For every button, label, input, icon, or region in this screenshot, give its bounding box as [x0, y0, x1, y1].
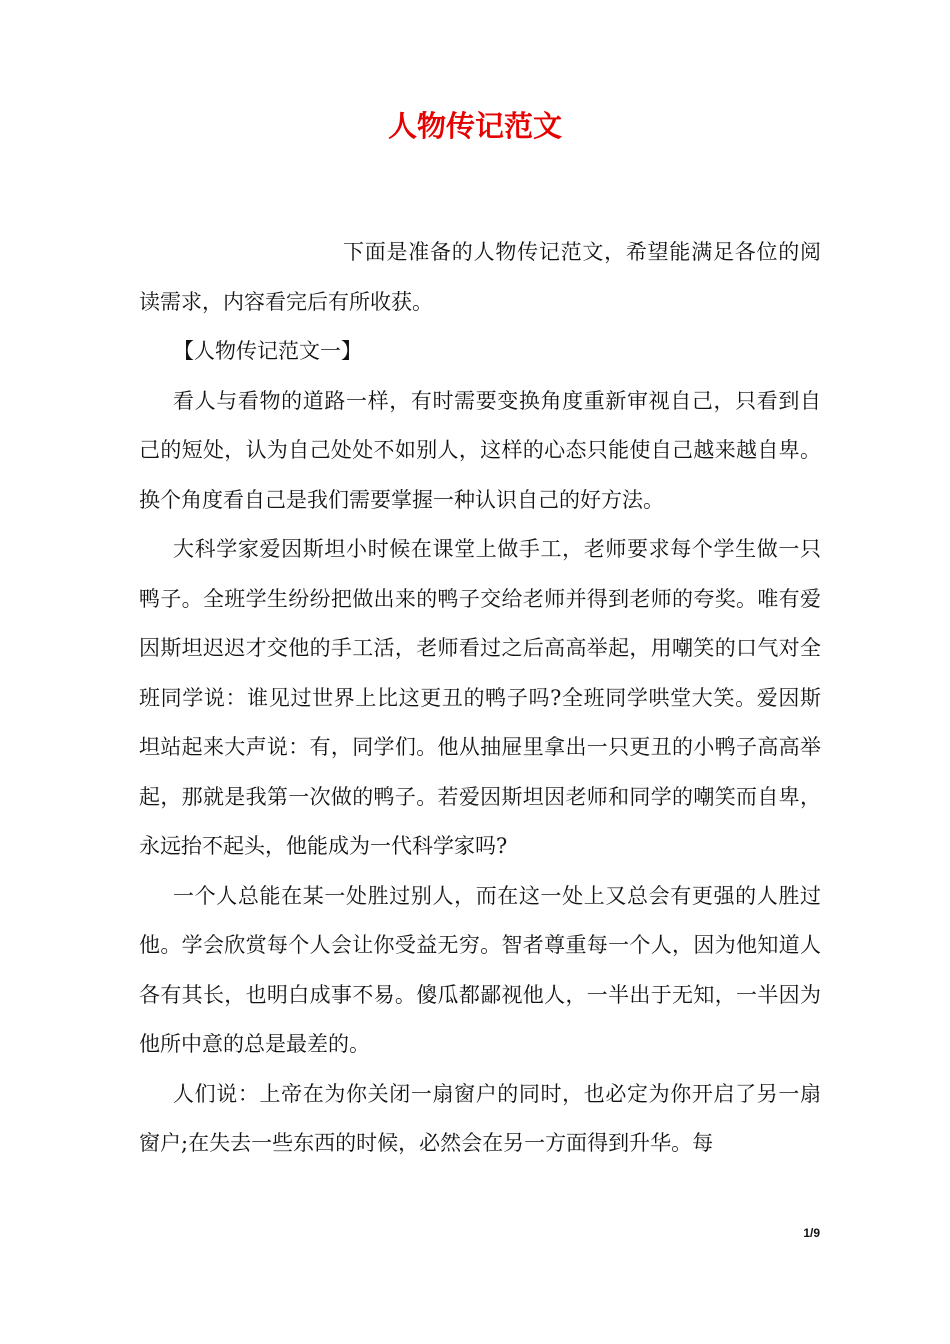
document-body: [139, 228, 821, 1169]
section-heading: 【人物传记范文一】: [173, 339, 362, 363]
body-paragraph: 看人与看物的道路一样，有时需要变换角度重新审视自己，只看到自己的短处，认为自己处处不如别人，这样的心态只能使自己越来越自卑。换个角度看自己是我们需要掌握一种认识自己的好方法。: [139, 388, 821, 512]
body-paragraph: 一个人总能在某一处胜过别人，而在这一处上又总会有更强的人胜过他。学会欣赏每个人会让你受益无穷。智者尊重每一个人，因为他知道人各有其长，也明白成事不易。傻瓜都鄙视他人，一半出于无知，一半因为他所中意的总是最差的。: [139, 883, 821, 1056]
body-paragraph: 人们说：上帝在为你关闭一扇窗户的同时，也必定为你开启了另一扇窗户;在失去一些东西的时候，必然会在另一方面得到升华。每: [139, 1081, 821, 1155]
intro-paragraph: 下面是准备的人物传记范文，希望能满足各位的阅读需求，内容看完后有所收获。: [139, 240, 821, 314]
page-number: 1/9: [803, 1226, 820, 1240]
body-paragraph: 大科学家爱因斯坦小时候在课堂上做手工，老师要求每个学生做一只鸭子。全班学生纷纷把做出来的鸭子交给老师并得到老师的夸奖。唯有爱因斯坦迟迟才交他的手工活，老师看过之后高高举起，用嘲笑的口气对全班同学说：谁见过世界上比这更丑的鸭子吗?全班同学哄堂大笑。爱因斯坦站起来大声说：有，同学们。他从抽屉里拿出一只更丑的小鸭子高高举起，那就是我第一次做的鸭子。若爱因斯坦因老师和同学的嘲笑而自卑，永远抬不起头，他能成为一代科学家吗?: [139, 537, 821, 858]
document-title: 人物传记范文: [387, 109, 562, 143]
